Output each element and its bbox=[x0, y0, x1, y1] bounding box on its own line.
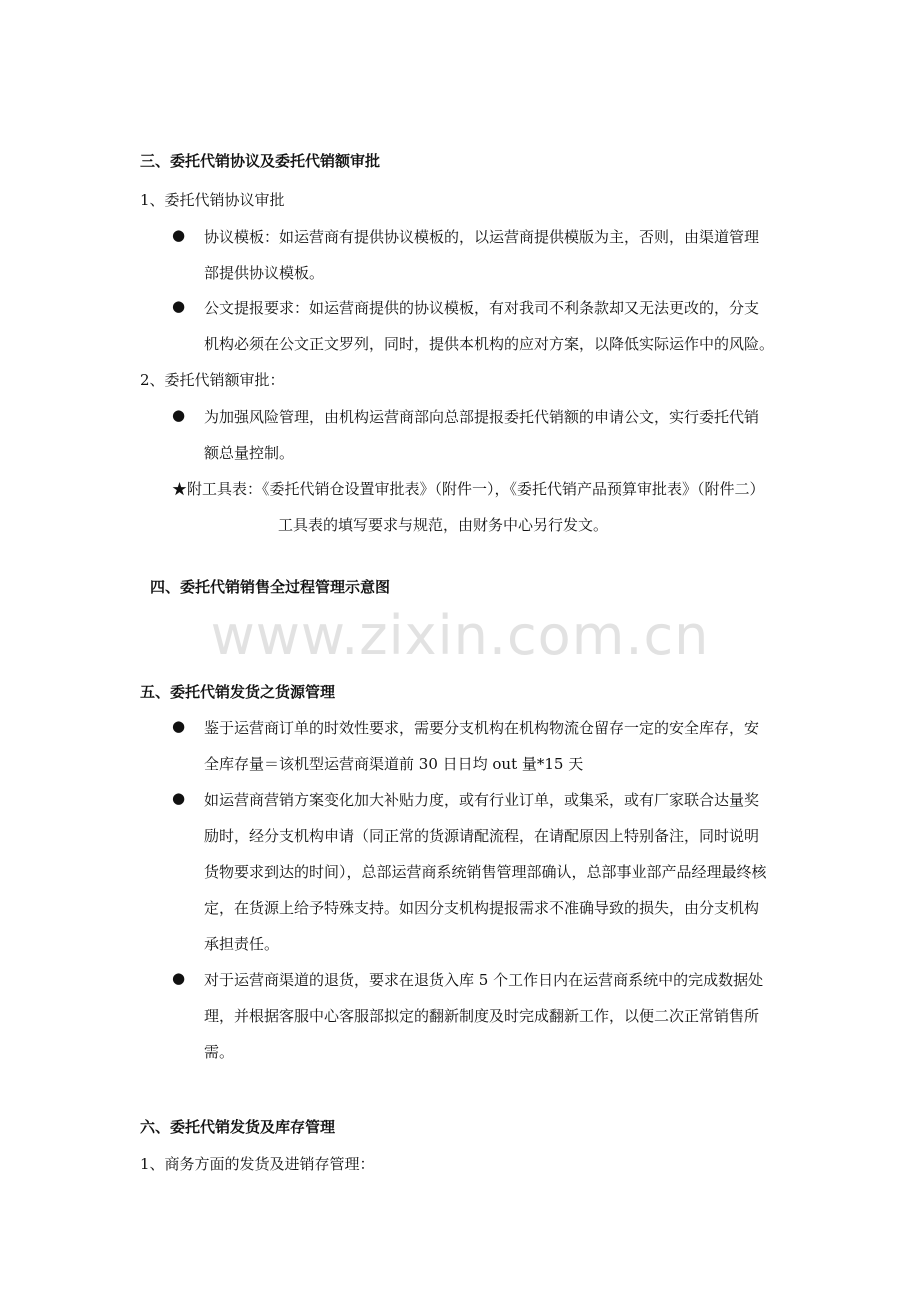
bullet-icon: ● bbox=[172, 406, 186, 424]
s5-b2-line-2: 励时，经分支机构申请（同正常的货源请配流程，在请配原因上特别备注，同时说明 bbox=[204, 827, 760, 845]
s5-b2-line-5: 承担责任。 bbox=[204, 935, 280, 953]
s5-b3-line-3: 需。 bbox=[204, 1043, 235, 1061]
section-6-heading: 六、委托代销发货及库存管理 bbox=[140, 1118, 336, 1136]
s5-b2-line-3: 货物要求到达的时间），总部运营商系统销售管理部确认，总部事业部产品经理最终核 bbox=[204, 863, 767, 881]
watermark-text: www.zixin.com.cn bbox=[210, 604, 710, 667]
s5-b3-line-2: 理，并根据客服中心客服部拟定的翻新制度及时完成翻新工作，以便二次正常销售所 bbox=[204, 1007, 760, 1025]
s3-b2-line-2: 机构必须在公文正文罗列，同时，提供本机构的应对方案，以降低实际运作中的风险。 bbox=[204, 335, 775, 353]
bullet-icon: ● bbox=[172, 226, 186, 244]
s3-b2-line-1: 公文提报要求：如运营商提供的协议模板，有对我司不利条款却又无法更改的，分支 bbox=[204, 299, 760, 317]
attachment-note-line-1: ★附工具表：《委托代销仓设置审批表》（附件一），《委托代销产品预算审批表》（附件二） bbox=[172, 480, 765, 498]
s5-b1-line-2: 全库存量＝该机型运营商渠道前 30 日日均 out 量*15 天 bbox=[204, 755, 584, 773]
section-4-heading: 四、委托代销销售全过程管理示意图 bbox=[150, 578, 391, 596]
s5-b2-line-1: 如运营商营销方案变化加大补贴力度，或有行业订单，或集采，或有厂家联合达量奖 bbox=[204, 791, 760, 809]
section-3-sub-2: 2、委托代销额审批： bbox=[140, 371, 285, 389]
s3-b1-line-1: 协议模板：如运营商有提供协议模板的，以运营商提供模版为主，否则，由渠道管理 bbox=[204, 228, 760, 246]
section-5-heading: 五、委托代销发货之货源管理 bbox=[140, 683, 336, 701]
s5-b1-line-1: 鉴于运营商订单的时效性要求，需要分支机构在机构物流仓留存一定的安全库存，安 bbox=[204, 719, 760, 737]
s5-b2-line-4: 定，在货源上给予特殊支持。如因分支机构提报需求不准确导致的损失，由分支机构 bbox=[204, 899, 760, 917]
section-3-sub-1: 1、委托代销协议审批 bbox=[140, 191, 285, 209]
s3-b3-line-2: 额总量控制。 bbox=[204, 444, 295, 462]
s3-b1-line-2: 部提供协议模板。 bbox=[204, 264, 325, 282]
attachment-note-line-2: 工具表的填写要求与规范，由财务中心另行发文。 bbox=[278, 516, 609, 534]
s3-b3-line-1: 为加强风险管理，由机构运营商部向总部提报委托代销额的申请公文，实行委托代销 bbox=[204, 408, 760, 426]
section-3-heading: 三、委托代销协议及委托代销额审批 bbox=[140, 152, 381, 170]
bullet-icon: ● bbox=[172, 789, 186, 807]
s5-b3-line-1: 对于运营商渠道的退货，要求在退货入库 5 个工作日内在运营商系统中的完成数据处 bbox=[204, 971, 764, 989]
bullet-icon: ● bbox=[172, 969, 186, 987]
section-6-sub-1: 1、商务方面的发货及进销存管理： bbox=[140, 1155, 375, 1173]
bullet-icon: ● bbox=[172, 297, 186, 315]
bullet-icon: ● bbox=[172, 717, 186, 735]
